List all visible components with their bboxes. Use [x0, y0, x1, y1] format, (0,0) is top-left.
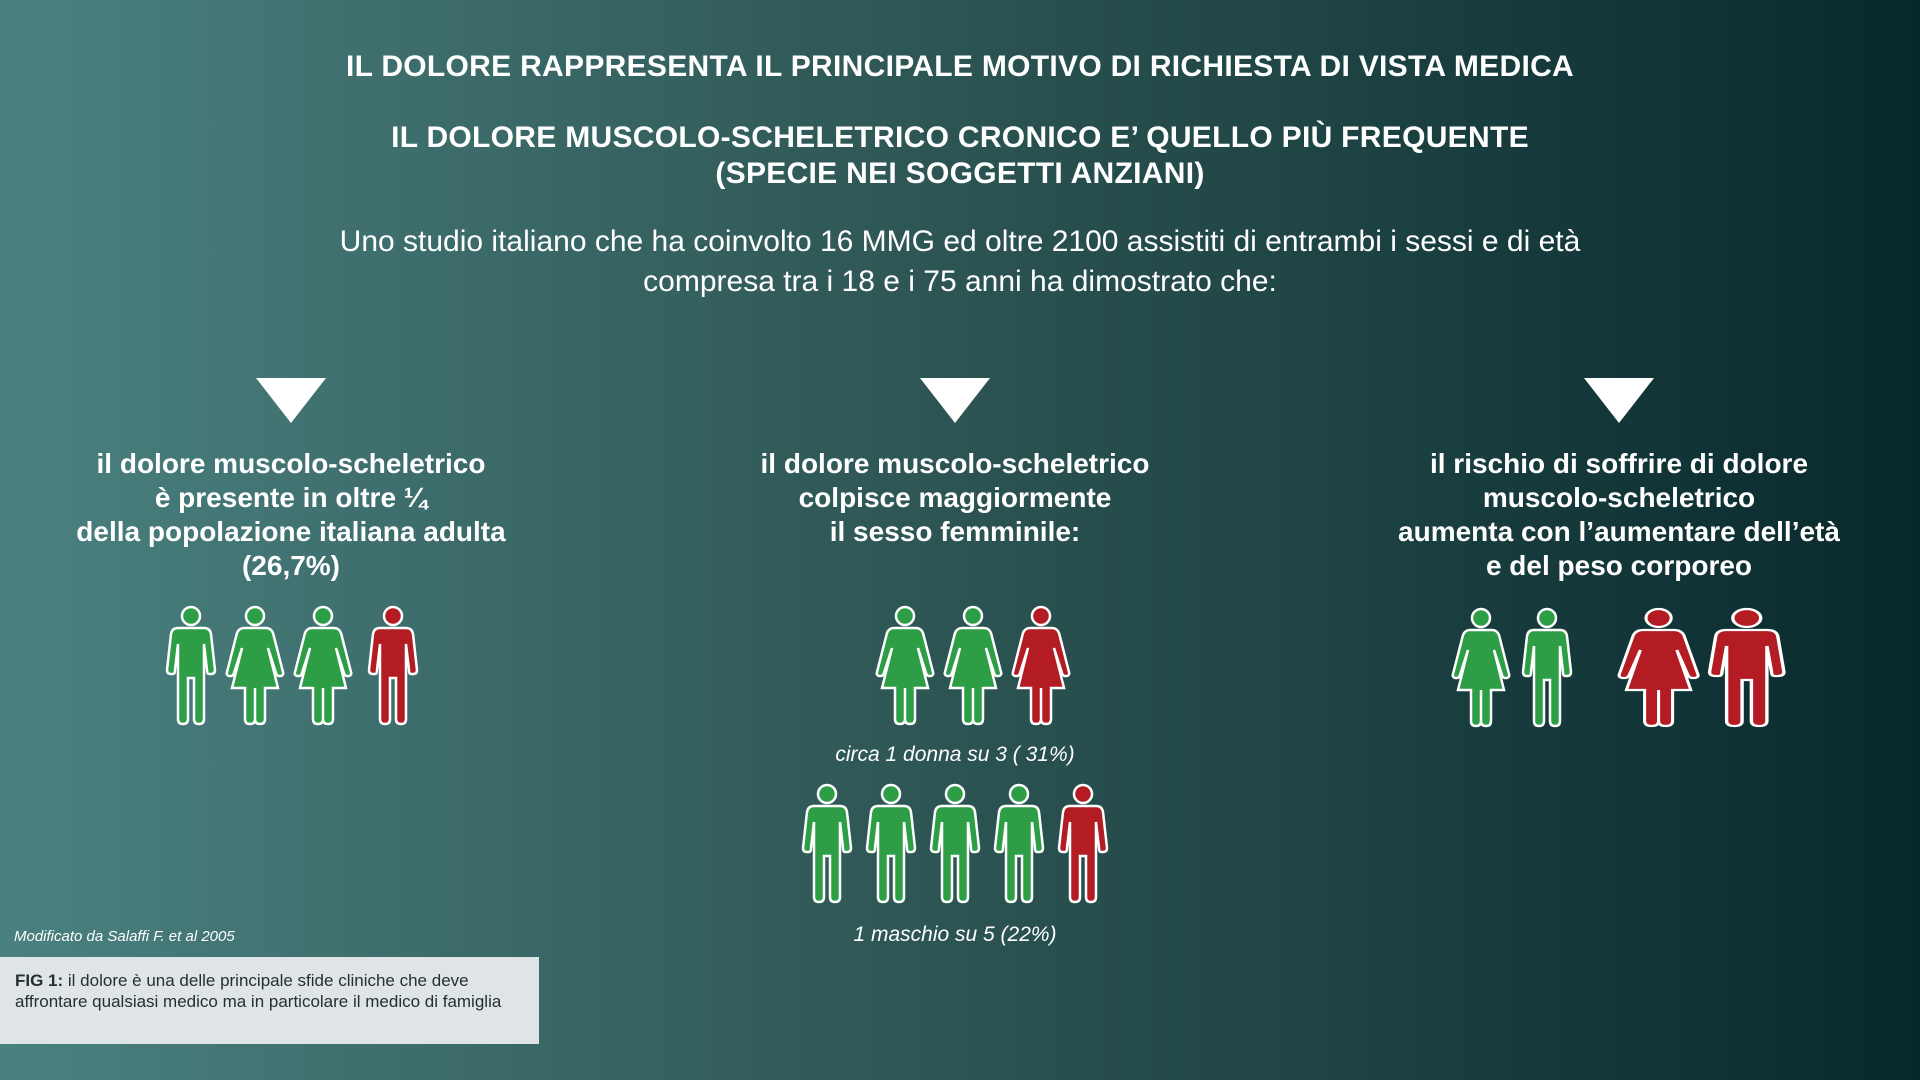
column-population-heading: [0, 447, 591, 583]
population-figures: [164, 604, 424, 728]
subtitle-line-2: (SPECIE NEI SOGGETTI ANZIANI): [715, 157, 1205, 190]
column-line: il dolore muscolo-scheletrico: [760, 448, 1150, 479]
man-icon: [167, 607, 215, 724]
women-caption: circa 1 donna su 3 ( 31%): [835, 743, 1075, 766]
down-arrow-icon: [1584, 378, 1654, 423]
man-icon: [369, 607, 417, 724]
woman-icon: [227, 607, 284, 724]
down-arrow-icon: [256, 378, 326, 423]
intro-text: [0, 222, 1920, 302]
man-icon: [931, 785, 979, 902]
intro-line-2: compresa tra i 18 e i 75 anni ha dimostrato che:: [643, 265, 1277, 298]
women-figures: [874, 604, 1074, 728]
column-line: è presente in oltre ¼: [154, 482, 428, 513]
man-icon: [803, 785, 851, 902]
woman-icon: [877, 607, 934, 724]
subtitle: [0, 120, 1920, 192]
man-icon: [995, 785, 1043, 902]
woman-icon: [945, 607, 1002, 724]
woman-icon: [1619, 609, 1698, 726]
men-figures: [800, 782, 1115, 906]
column-line: della popolazione italiana adulta: [76, 516, 506, 547]
man-icon: [1523, 609, 1571, 726]
column-line: il sesso femminile:: [829, 516, 1081, 547]
subtitle-line-1: IL DOLORE MUSCOLO-SCHELETRICO CRONICO E’ QUELLO PIÙ FREQUENTE: [391, 121, 1529, 154]
man-icon: [1710, 609, 1784, 726]
man-icon: [1059, 785, 1107, 902]
column-line: il dolore muscolo-scheletrico: [96, 448, 486, 479]
column-gender-heading: [655, 447, 1255, 549]
column-risk-heading: [1319, 447, 1919, 583]
main-title: IL DOLORE RAPPRESENTA IL PRINCIPALE MOTIVO DI RICHIESTA DI VISTA MEDICA: [345, 50, 1575, 83]
source-note: Modificato da Salaffi F. et al 2005: [14, 928, 235, 945]
column-line: muscolo-scheletrico: [1482, 482, 1756, 513]
risk-figures: [1450, 606, 1790, 732]
figure-label: FIG 1:: [15, 971, 64, 990]
men-caption: 1 maschio su 5 (22%): [853, 923, 1057, 946]
column-line: il rischio di soffrire di dolore: [1429, 448, 1809, 479]
down-arrow-icon: [920, 378, 990, 423]
column-line: (26,7%): [241, 550, 341, 581]
woman-icon: [1013, 607, 1070, 724]
figure-caption-box: [0, 957, 539, 1044]
column-line: colpisce maggiormente: [798, 482, 1112, 513]
figure-caption-text: il dolore è una delle principale sfide cliniche che deve affrontare qualsiasi medico ma in particolare il medico di famiglia: [15, 971, 502, 1011]
woman-icon: [1453, 609, 1510, 726]
woman-icon: [295, 607, 352, 724]
intro-line-1: Uno studio italiano che ha coinvolto 16 MMG ed oltre 2100 assistiti di entrambi i sessi e di età: [339, 225, 1581, 258]
man-icon: [867, 785, 915, 902]
column-line: e del peso corporeo: [1485, 550, 1753, 581]
column-line: aumenta con l’aumentare dell’età: [1398, 516, 1840, 547]
